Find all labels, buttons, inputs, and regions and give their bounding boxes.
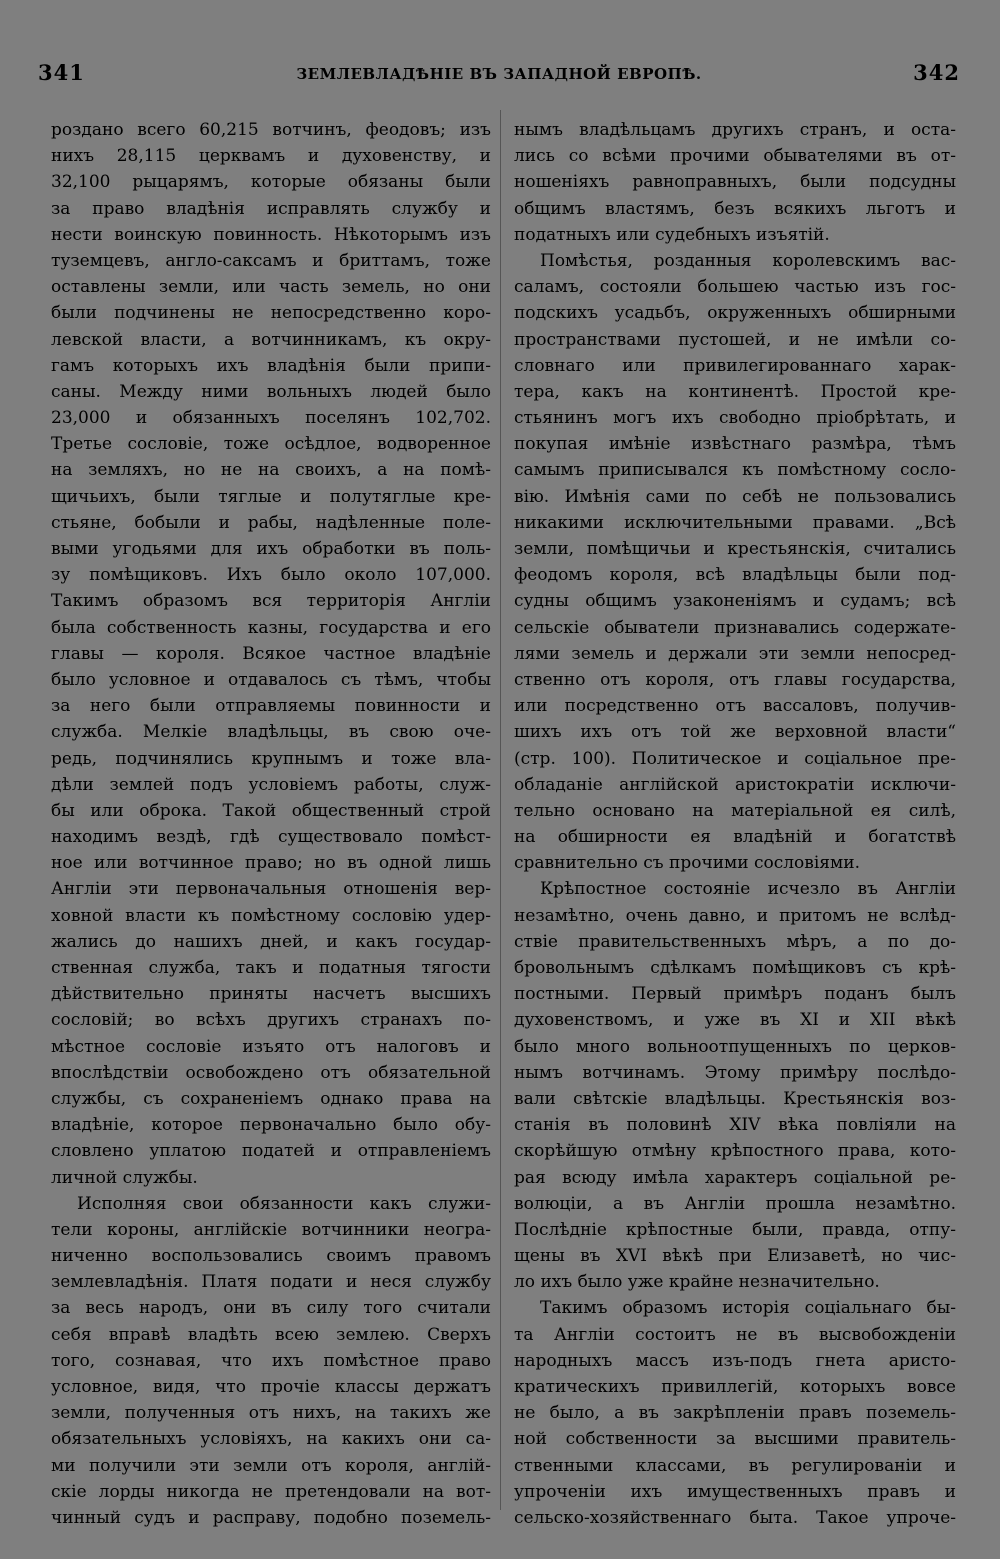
text-line: ствіе правительственныхъ мѣръ, а по до- <box>514 931 956 952</box>
text-line: сословій; во всѣхъ другихъ странахъ по- <box>51 1010 491 1031</box>
text-line: оставлены земли, или часть земель, но они <box>51 277 491 298</box>
text-line: Третье сословіе, тоже осѣдлое, водворенное <box>51 434 491 455</box>
text-line: нести воинскую повинность. Нѣкоторымъ изъ <box>51 224 491 245</box>
text-line: шихъ ихъ отъ той же верховной власти“ <box>514 722 956 743</box>
text-line: Послѣдніе крѣпостные были, правда, отпу- <box>514 1219 956 1240</box>
text-line: ло ихъ было уже крайне незначительно. <box>514 1272 880 1293</box>
text-line: словнаго или привилегированнаго харак- <box>514 355 956 376</box>
text-line: саны. Между ними вольныхъ людей было <box>51 381 491 402</box>
text-line: Помѣстья, розданныя королевскимъ вас- <box>540 250 956 271</box>
text-line: судны общимъ узаконеніямъ и судамъ; всѣ <box>514 591 956 612</box>
text-line: народныхъ массъ изъ-подъ гнета аристо- <box>514 1350 956 1371</box>
text-line: щичьихъ, были тяглые и полутяглые кре- <box>51 486 491 507</box>
text-line: нымъ владѣльцамъ другихъ странъ, и оста- <box>514 120 956 140</box>
text-line: главы — короля. Всякое частное владѣніе <box>51 643 491 664</box>
text-line: вали свѣтскіе владѣльцы. Крестьянскія воз- <box>514 1088 956 1109</box>
text-line: ховной власти къ помѣстному сословію удер- <box>51 905 491 926</box>
text-line: упроченіи ихъ имущественныхъ правъ и <box>514 1481 956 1502</box>
text-line: стьяне, бобыли и рабы, надѣленные поле- <box>51 512 491 533</box>
text-line: незамѣтно, очень давно, и притомъ не вслѣд- <box>514 905 956 926</box>
text-line: рая всюду имѣла характеръ соціальной ре- <box>514 1167 956 1188</box>
text-line: подскихъ усадьбъ, окруженныхъ обширными <box>514 303 956 324</box>
text-line: жались до нашихъ дней, и какъ государ- <box>51 931 491 952</box>
text-line: вію. Имѣнія сами по себѣ не пользовались <box>514 486 956 507</box>
text-line: тера, какъ на континентѣ. Простой кре- <box>514 381 956 402</box>
text-line: владѣніе, которое первоначально было обу- <box>51 1115 491 1136</box>
text-line: ной собственности за высшими правитель- <box>514 1429 956 1450</box>
text-line: ственно отъ короля, отъ главы государства, <box>514 669 956 690</box>
text-line: за право владѣнія исправлять службу и <box>51 198 491 219</box>
text-line: пространствами пустошей, и не имѣли со- <box>514 329 956 350</box>
text-line: мѣстное сословіе изъято отъ налоговъ и <box>51 1036 491 1057</box>
text-line: лись со всѣми прочими обывателями въ от- <box>514 146 956 167</box>
text-line: кратическихъ привиллегій, которыхъ вовсе <box>514 1377 956 1397</box>
column-divider <box>500 110 501 1510</box>
right-column <box>514 117 956 1531</box>
text-line: нихъ 28,115 церквамъ и духовенству, и <box>51 146 491 167</box>
text-line: дѣли землей подъ условіемъ работы, служ- <box>51 774 491 795</box>
text-line: самымъ приписывался къ помѣстному сосло- <box>514 460 956 481</box>
text-line: ниченно воспользовались своимъ правомъ <box>51 1246 491 1267</box>
text-line: на обширности ея владѣній и богатствѣ <box>514 827 956 848</box>
text-line: гамъ которыхъ ихъ владѣнія были припи- <box>51 355 491 376</box>
text-line: было много вольноотпущенныхъ по церков- <box>514 1036 956 1057</box>
text-line: сравнительно съ прочими сословіями. <box>514 853 860 874</box>
text-line: ственными классами, въ регулированіи и <box>514 1455 956 1476</box>
text-line: впослѣдствіи освобождено отъ обязательной <box>51 1062 491 1083</box>
text-line: общимъ властямъ, безъ всякихъ льготъ и <box>514 198 956 219</box>
text-line: дѣйствительно приняты насчетъ высшихъ <box>51 984 491 1005</box>
text-line: себя вправѣ владѣть всею землею. Сверхъ <box>51 1324 491 1345</box>
text-line: того, сознавая, что ихъ помѣстное право <box>51 1350 491 1371</box>
text-line: ственная служба, такъ и податныя тягости <box>51 958 491 978</box>
text-line: служба. Мелкіе владѣльцы, въ свою оче- <box>51 722 491 743</box>
text-line: ношеніяхъ равноправныхъ, были подсудны <box>514 172 956 193</box>
text-line: податныхъ или судебныхъ изъятій. <box>514 224 830 245</box>
text-line: чинный судъ и расправу, подобно поземель- <box>51 1507 491 1528</box>
text-line: выми угодьями для ихъ обработки въ поль- <box>51 539 491 559</box>
text-line: обладаніе англійской аристократіи исключи- <box>514 774 956 795</box>
text-line: Крѣпостное состояніе исчезло въ Англіи <box>540 879 956 900</box>
text-line: покупая имѣніе извѣстнаго размѣра, тѣмъ <box>514 434 956 455</box>
left-column <box>51 117 491 1531</box>
text-line: сельскіе обыватели признавались содержате- <box>514 617 956 638</box>
page-number-right: 342 <box>913 60 960 85</box>
text-line: было условное и отдавалось съ тѣмъ, чтобы <box>51 669 491 690</box>
text-line: условное, видя, что прочіе классы держатъ <box>51 1377 491 1397</box>
text-line: Англіи эти первоначальныя отношенія вер- <box>51 879 491 900</box>
text-line: (стр. 100). Политическое и соціальное пре- <box>514 748 956 769</box>
text-line: находимъ вездѣ, гдѣ существовало помѣст- <box>51 827 491 848</box>
text-line: бы или оброка. Такой общественный строй <box>51 800 491 821</box>
text-line: скіе лорды никогда не претендовали на вот- <box>51 1481 491 1502</box>
text-line: или посредственно отъ вассаловъ, получив- <box>514 696 956 717</box>
page-header <box>38 60 960 94</box>
text-line: та Англіи состоитъ не въ высвобожденіи <box>514 1324 956 1345</box>
text-line: не было, а въ закрѣпленіи правъ поземель- <box>514 1403 956 1424</box>
text-line: Исполняя свои обязанности какъ служи- <box>77 1193 491 1214</box>
text-line: зу помѣщиковъ. Ихъ было около 107,000. <box>51 565 491 586</box>
text-line: ми получили эти земли отъ короля, англій- <box>51 1455 491 1476</box>
text-line: ное или вотчинное право; но въ одной лишь <box>51 853 491 874</box>
text-line: постными. Первый примѣръ поданъ былъ <box>514 984 956 1005</box>
text-line: станія въ половинѣ XIV вѣка повліяли на <box>514 1115 956 1136</box>
text-line: тели короны, англійскіе вотчинники неогра- <box>51 1219 491 1240</box>
text-line: на земляхъ, но не на своихъ, а на помѣ- <box>51 460 491 481</box>
text-line: земли, помѣщичьи и крестьянскія, считались <box>514 539 956 559</box>
text-line: сельско-хозяйственнаго быта. Такое упроче- <box>514 1507 956 1528</box>
text-line: туземцевъ, англо-саксамъ и бриттамъ, тоже <box>51 250 491 271</box>
text-line: земли, полученныя отъ нихъ, на такихъ же <box>51 1403 491 1424</box>
text-line: стьянинъ могъ ихъ свободно пріобрѣтать, и <box>514 408 956 429</box>
text-line: бровольнымъ сдѣлкамъ помѣщиковъ съ крѣ- <box>514 958 956 978</box>
text-line: за него были отправляемы повинности и <box>51 696 491 717</box>
running-title: ЗЕМЛЕВЛАДѢНІЕ ВЪ ЗАПАДНОЙ ЕВРОПѢ. <box>296 65 702 83</box>
text-line: саламъ, состояли большею частью изъ гос- <box>514 277 956 298</box>
text-line: службы, съ сохраненіемъ однако права на <box>51 1088 491 1109</box>
text-line: личной службы. <box>51 1167 198 1188</box>
text-line: роздано всего 60,215 вотчинъ, феодовъ; изъ <box>51 120 491 140</box>
text-line: щены въ XVI вѣкѣ при Елизаветѣ, но чис- <box>514 1246 956 1267</box>
text-line: землевладѣнія. Платя подати и неся службу <box>51 1272 491 1293</box>
text-line: лями земель и держали эти земли непосред- <box>514 643 956 664</box>
text-line: волюціи, а въ Англіи прошла незамѣтно. <box>514 1193 956 1214</box>
text-line: обязательныхъ условіяхъ, на какихъ они са- <box>51 1429 491 1450</box>
text-line: никакими исключительными правами. „Всѣ <box>514 512 956 533</box>
page-number-left: 341 <box>38 60 85 85</box>
text-line: 32,100 рыцарямъ, которые обязаны были <box>51 172 491 193</box>
text-line: за весь народъ, они въ силу того считали <box>51 1298 491 1319</box>
text-line: нымъ вотчинамъ. Этому примѣру послѣдо- <box>514 1062 956 1083</box>
text-line: редь, подчинялись крупнымъ и тоже вла- <box>51 748 491 769</box>
text-line: скорѣйшую отмѣну крѣпостного права, кото- <box>514 1141 956 1162</box>
text-line: левской власти, а вотчинникамъ, къ окру- <box>51 329 491 350</box>
text-line: словлено уплатою податей и отправленіемъ <box>51 1141 491 1162</box>
text-line: Такимъ образомъ вся территорія Англіи <box>51 591 491 612</box>
text-line: 23,000 и обязанныхъ поселянъ 102,702. <box>51 408 491 429</box>
text-line: Такимъ образомъ исторія соціальнаго бы- <box>540 1298 956 1319</box>
text-line: феодомъ короля, всѣ владѣльцы были под- <box>514 565 956 586</box>
text-line: была собственность казны, государства и его <box>51 617 491 638</box>
text-line: тельно основано на матеріальной ея силѣ, <box>514 800 956 821</box>
text-line: были подчинены не непосредственно коро- <box>51 303 491 324</box>
text-line: духовенствомъ, и уже въ XI и XII вѣкѣ <box>514 1010 956 1031</box>
